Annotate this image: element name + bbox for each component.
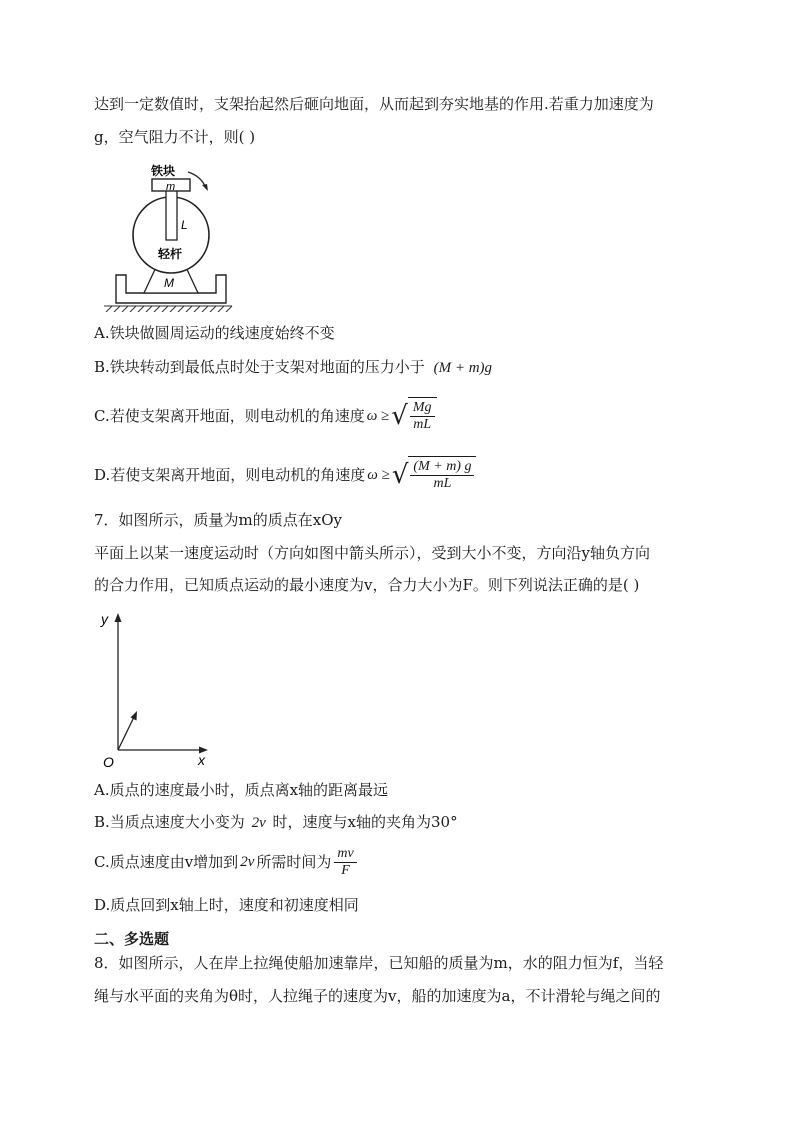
label-origin: O — [103, 754, 114, 770]
q6-option-d-sqrt: √ $\frac{(M + m) g}{mL}$ — [392, 456, 477, 494]
q6-option-c-text: C.若使支架离开地面，则电动机的角速度 — [94, 407, 365, 425]
q6-option-c-lhs: ω ≥ — [366, 408, 390, 424]
q6-option-c-sqrt: √ $\frac{Mg}{mL}$ — [391, 397, 436, 435]
q7-text-line1: 7．如图所示，质量为m的质点在xOy — [94, 511, 342, 529]
q7-option-c-text: C.质点速度由v增加到 — [94, 853, 239, 871]
q6-option-d-lhs: ω ≥ — [367, 467, 390, 483]
q7-text-line3: 的合力作用，已知质点运动的最小速度为v，合力大小为F。则下列说法正确的是( ) — [94, 576, 640, 594]
q6-text-line2: g，空气阻力不计，则( ) — [94, 128, 256, 146]
q6-option-b-math: (M + m)g — [433, 360, 493, 376]
label-y: y — [101, 611, 108, 627]
label-iron-block: 铁块 — [151, 164, 176, 178]
ground-hatch — [104, 306, 232, 312]
q6-option-d-num: (M + m) g — [410, 459, 474, 476]
q7-option-b-text: B.当质点速度大小变为 — [94, 813, 245, 831]
label-x: x — [198, 752, 205, 768]
q6-option-c-den: mL — [413, 417, 432, 432]
q7-option-a: A.质点的速度最小时，质点离x轴的距离最远 — [94, 781, 389, 799]
q7-option-c-mid: 所需时间为 — [256, 853, 332, 871]
q6-option-d — [94, 453, 476, 497]
q6-text-line1: 达到一定数值时，支架抬起然后砸向地面，从而起到夯实地基的作用.若重力加速度为 — [94, 95, 654, 113]
label-L: L — [181, 218, 188, 232]
rammer-figure — [102, 160, 237, 312]
q7-option-d: D.质点回到x轴上时，速度和初速度相同 — [94, 896, 359, 914]
q7-option-c-den: F — [341, 862, 350, 878]
q8-text-line1: 8．如图所示，人在岸上拉绳使船加速靠岸，已知船的质量为m，水的阻力恒为f，当轻 — [94, 954, 664, 972]
q6-option-d-text: D.若使支架离开地面，则电动机的角速度 — [94, 466, 366, 484]
q7-option-b-rest: 时，速度与x轴的夹角为30° — [272, 813, 458, 831]
section-title-multiple-choice: 二、多选题 — [94, 931, 170, 948]
q8-text-line2: 绳与水平面的夹角为θ时，人拉绳子的速度为v，船的加速度为a，不计滑轮与绳之间的 — [94, 987, 661, 1005]
q7-option-b-math: 2v — [251, 815, 266, 831]
q6-option-c — [94, 394, 437, 438]
q6-option-b-text: B.铁块转动到最低点时处于支架对地面的压力小于 — [94, 358, 425, 376]
label-M: M — [164, 276, 174, 290]
q6-option-d-den: mL — [433, 476, 452, 491]
q7-option-c — [94, 844, 357, 880]
xoy-figure — [98, 605, 218, 773]
q7-option-c-num: mv — [334, 846, 356, 863]
q6-option-a: A.铁块做圆周运动的线速度始终不变 — [94, 324, 335, 342]
q6-option-b — [94, 357, 492, 378]
light-rod — [166, 190, 177, 240]
q7-option-c-frac — [334, 846, 356, 879]
q6-option-c-num: Mg — [410, 400, 435, 417]
q7-text-line2: 平面上以某一速度运动时（方向如图中箭头所示），受到大小不变，方向沿y轴负方向 — [94, 544, 650, 562]
q7-option-b — [94, 812, 458, 833]
velocity-arrow — [118, 717, 134, 750]
q7-option-c-math: 2v — [240, 854, 255, 870]
label-light-rod: 轻杆 — [158, 247, 183, 261]
label-m: m — [166, 181, 176, 193]
